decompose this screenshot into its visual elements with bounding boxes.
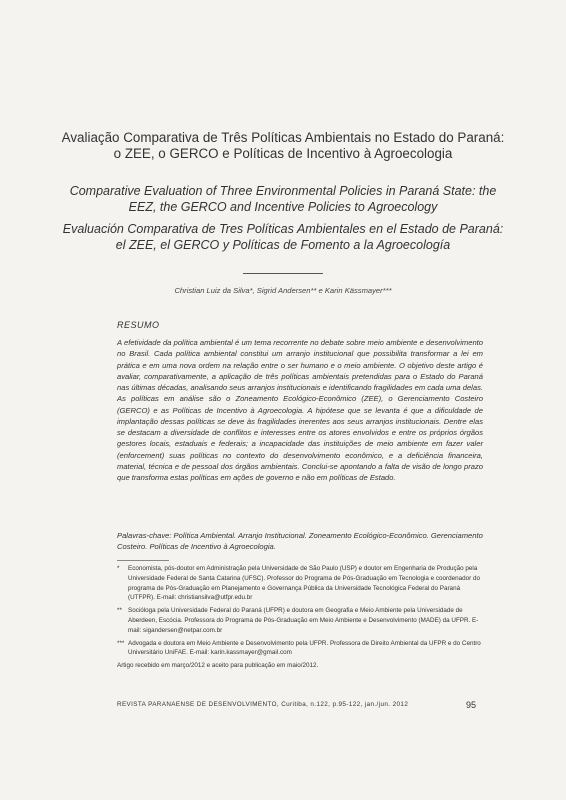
- footnote-item: [117, 639, 487, 659]
- title-spanish: Evaluación Comparativa de Tres Políticas Ambientales en el Estado de Paraná: el ZEE, el GERCO y Políticas de Fomento a la Agroecología: [62, 222, 504, 252]
- abstract-body: A efetividade da política ambiental é um tema recorrente no debate sobre meio ambiente e desenvolvimento no Brasil. Cada política ambiental constitui um arranjo institucional que possibilita transformar a lei em prática e em uma nova ordem na relação entre o ser humano e o meio ambiente. O objetivo deste artigo é avaliar, comparativamente, a aplicação de três políticas ambientais pretendidas para o Estado do Paraná nas últimas décadas, analisando seus arranjos institucionais e identificando fragilidades em cada uma delas. As políticas em análise são o Zoneamento Ecológico-Econômico (ZEE), o Gerenciamento Costeiro (GERCO) e as Políticas de Incentivo à Agroecologia. A hipótese que se levanta é que a dificuldade de implantação dessas políticas se deve às fragilidades inerentes aos seus arranjos institucionais. Dentre elas se destacam a diversidade de conflitos e interesses entre os atores envolvidos e entre os próprios órgãos gestores locais, estaduais e federais; a incapacidade das instituições de meio ambiente em fazer valer (enforcement) suas políticas no contexto do desenvolvimento econômico, e a deficiência financeira, material, técnica e de pessoal dos órgãos ambientais. Conclui-se apontando a falta de visão de longo prazo que transforma estas políticas em ações de governo e não em políticas de Estado.: [117, 338, 483, 482]
- footnote-mark: ***: [117, 639, 125, 647]
- footnote-item: [117, 564, 487, 603]
- footnote-divider: [117, 560, 169, 561]
- page-number: 95: [466, 700, 477, 710]
- footnote-mark: **: [117, 607, 122, 615]
- journal-footer: REVISTA PARANAENSE DE DESENVOLVIMENTO, Curitiba, n.122, p.95-122, jan./jun. 2012: [117, 701, 409, 708]
- footnote-text: Advogada e doutora em Meio Ambiente e Desenvolvimento pela UFPR. Professora de Direito Ambiental da UFPR e do Centro Universitário UniFAE. E-mail: karin.kassmayer@gmail.com: [128, 639, 481, 657]
- title-portuguese: Avaliação Comparativa de Três Políticas Ambientais no Estado do Paraná: o ZEE, o GERCO e Políticas de Incentivo à Agroecologia: [61, 130, 505, 161]
- footnote-text: Economista, pós-doutor em Administração pela Universidade de São Paulo (USP) e doutor em Engenharia de Produção pela Universidade Federal de Santa Catarina (UFSC). Professor do Programa de Pós-Graduação em Tecnologia e coordenador do programa de Pós-Graduação em Planejamento e Governança Pública da Universidade Tecnológica Federal do Paraná (UTFPR). E-mail: christiansilva@utfpr.edu.br: [128, 565, 480, 602]
- footnote-text: Socióloga pela Universidade Federal do Paraná (UFPR) e doutora em Geografia e Meio Ambiente pela Universidade de Aberdeen, Escócia. Professora do Programa de Pós-Graduação em Meio Ambiente e Desenvolvimento (MADE) da UFPR. E-mail: sigandersen@netpar.com.br: [128, 607, 479, 634]
- abstract-heading: RESUMO: [117, 320, 160, 330]
- received-note: Artigo recebido em março/2012 e aceito para publicação em maio/2012.: [117, 662, 319, 670]
- title-english: Comparative Evaluation of Three Environmental Policies in Paraná State: the EEZ, the GERCO and Incentive Policies to Agroecology: [69, 184, 497, 214]
- keywords: Palavras-chave: Política Ambiental. Arranjo Institucional. Zoneamento Ecológico-Econômico. Gerenciamento Costeiro. Políticas de Incentivo à Agroecologia.: [117, 531, 483, 552]
- footnotes: [117, 564, 487, 671]
- title-divider: [243, 273, 323, 274]
- footnote-item: [117, 606, 487, 635]
- footnote-mark: *: [117, 565, 120, 572]
- author-list: Christian Luiz da Silva*, Sigrid Andersen** e Karin Kässmayer***: [174, 286, 392, 295]
